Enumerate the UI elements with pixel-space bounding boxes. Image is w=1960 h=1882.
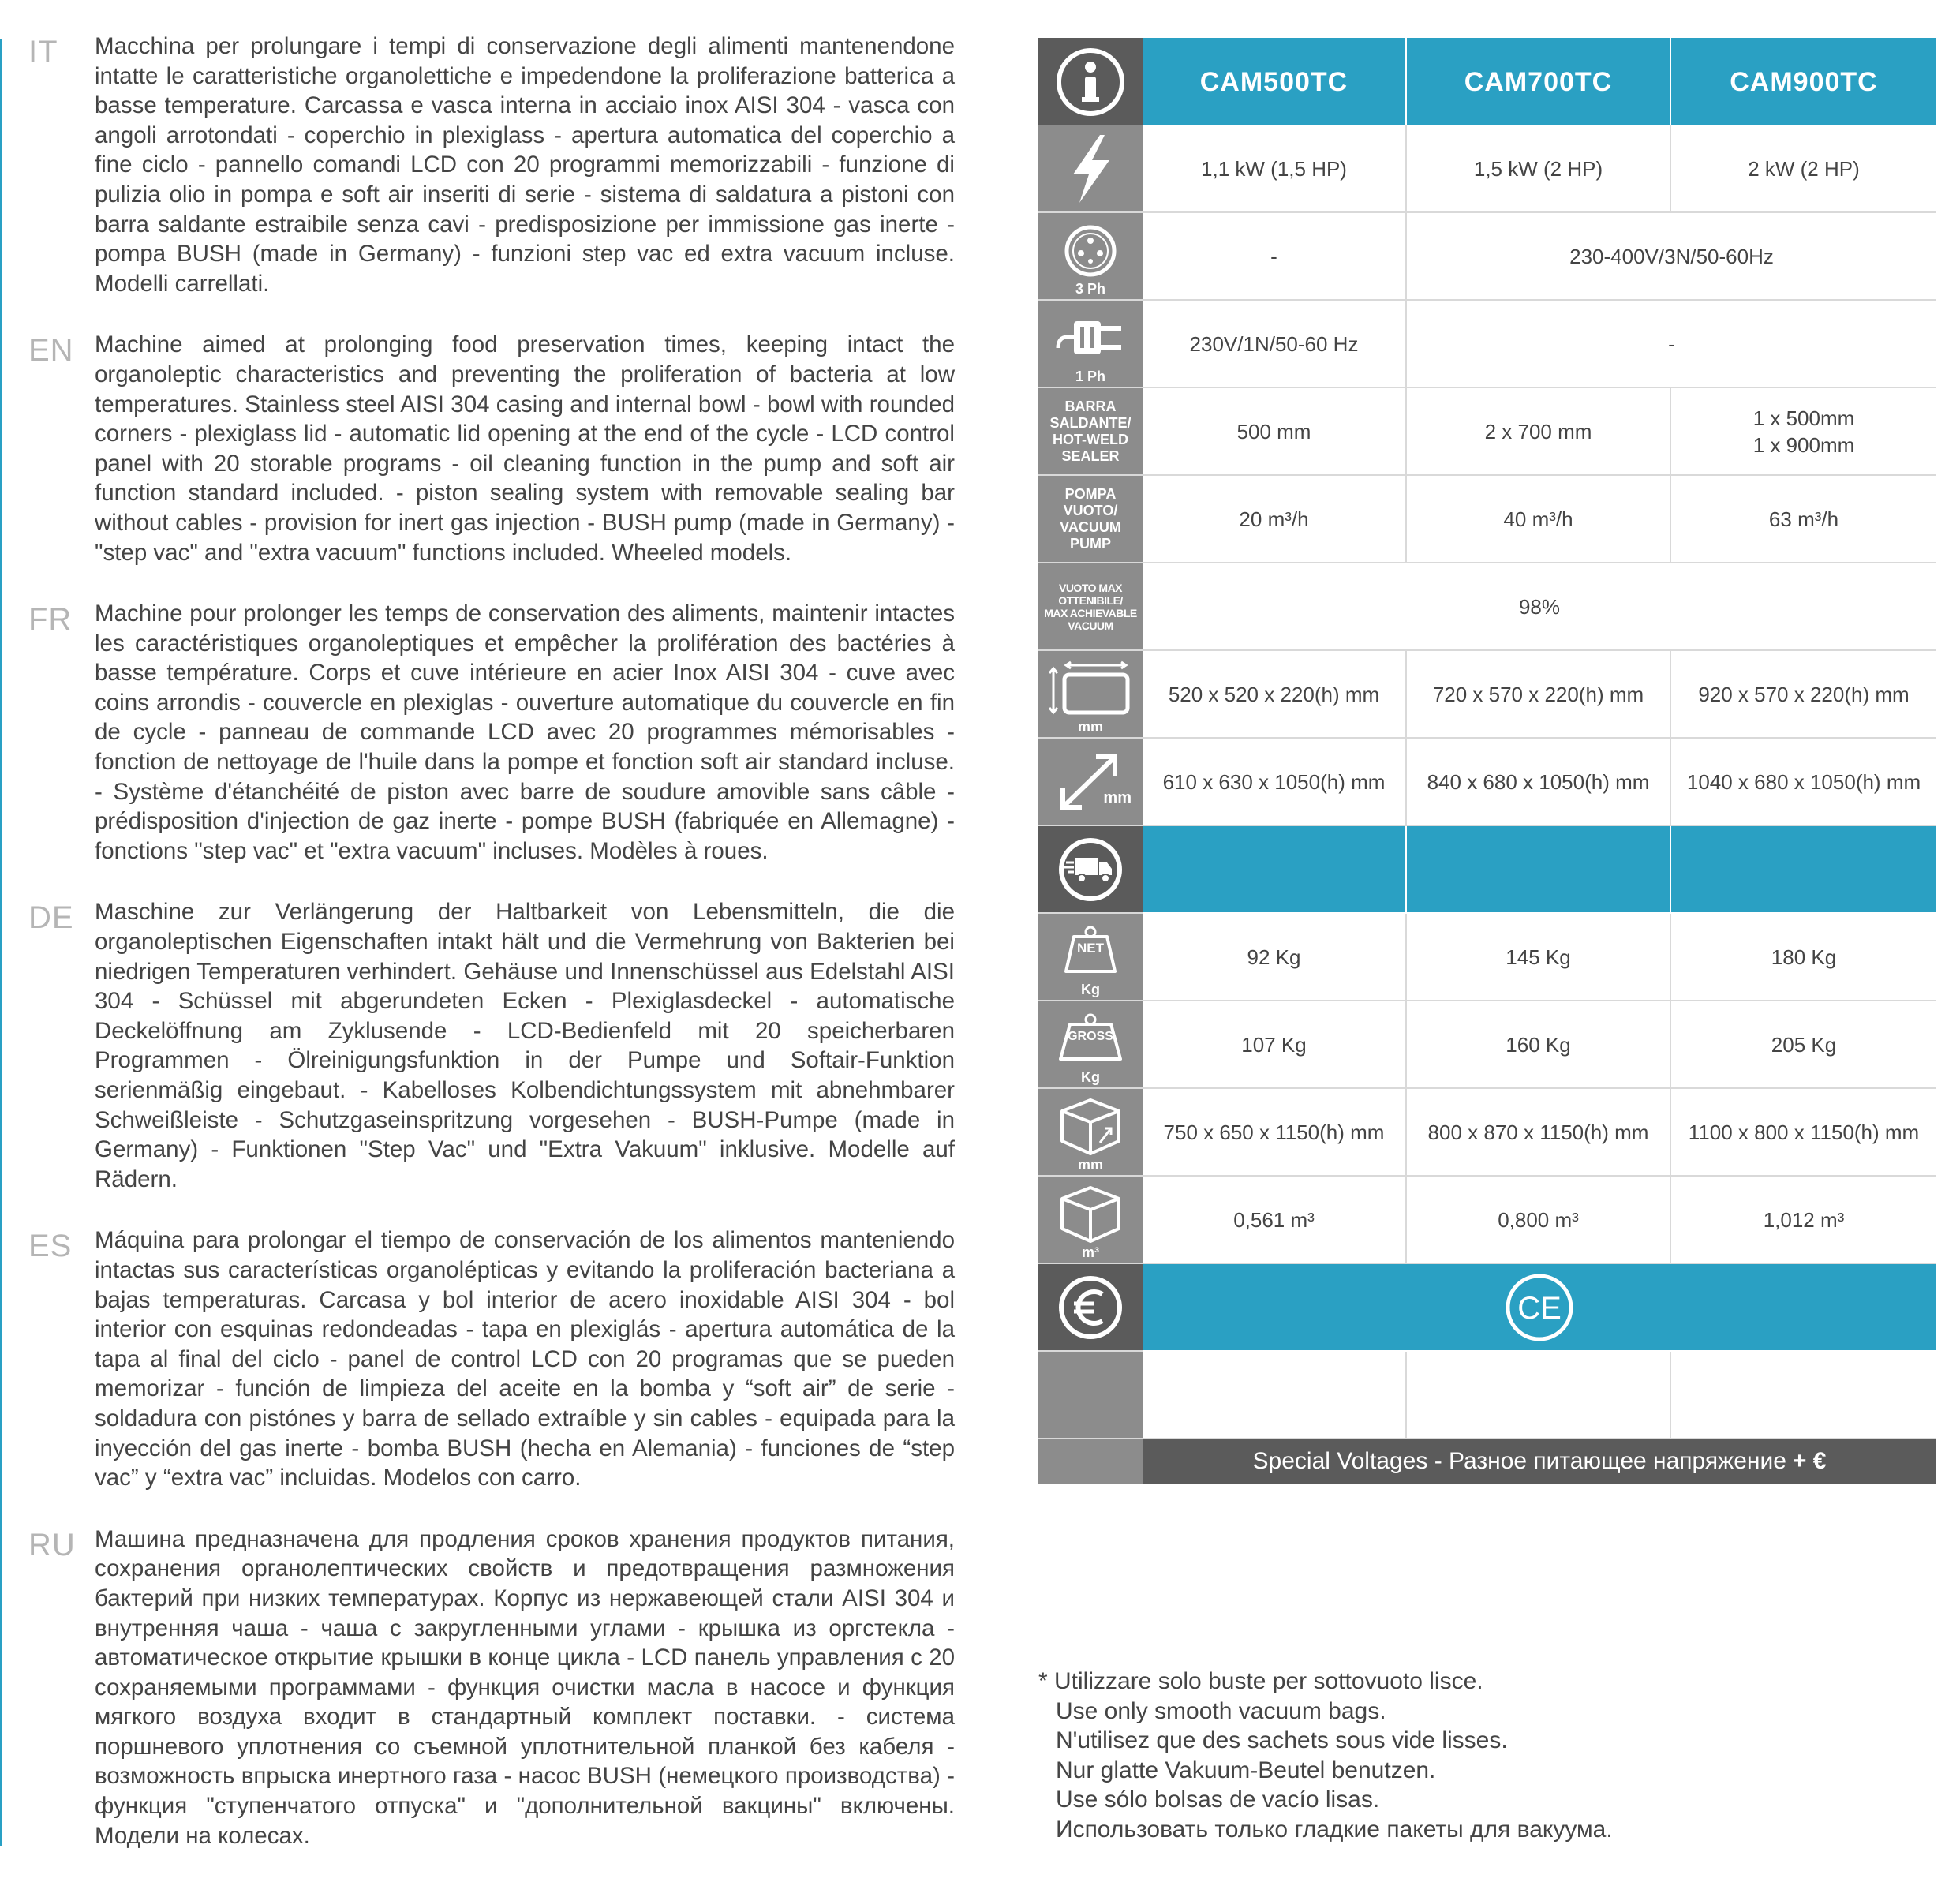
net-weight-row — [1038, 914, 1936, 1001]
description-ru — [28, 1525, 959, 1851]
volume-row — [1038, 1177, 1936, 1264]
description-en — [28, 330, 959, 567]
package-dimensions-value: 1100 x 800 x 1150(h) mm — [1688, 1120, 1920, 1144]
description-fr — [28, 599, 959, 866]
pump-row — [1038, 476, 1936, 563]
spec-table — [1038, 38, 1936, 1484]
sealer-value: 1 x 500mm 1 x 900mm — [1752, 406, 1855, 457]
three-phase-socket-icon — [1038, 213, 1143, 301]
ce-cell — [1143, 1264, 1936, 1350]
net-weight-value: 92 Kg — [1143, 914, 1407, 1000]
package-unit: mm — [1077, 1157, 1103, 1173]
sealer-value: 500 mm — [1143, 388, 1407, 474]
chamber-value: 720 x 570 x 220(h) mm — [1407, 651, 1671, 737]
ce-mark-icon — [1503, 1271, 1576, 1344]
shipping-cell — [1143, 826, 1407, 912]
note-line: Nur glatte Vakuum-Beutel benutzen. — [1056, 1757, 1436, 1783]
info-icon — [1038, 38, 1143, 127]
pump-value: 63 m³/h — [1768, 507, 1839, 531]
vacuum-label: VUOTO MAX OTTENIBILE/ MAX ACHIEVABLE VACUUM — [1038, 563, 1143, 651]
power-value: 1,1 kW (1,5 HP) — [1143, 125, 1407, 211]
language-code: IT — [28, 35, 58, 69]
description-de — [28, 897, 959, 1194]
plug-icon — [1038, 301, 1143, 388]
three-phase-row — [1038, 213, 1936, 301]
single-phase-label: 1 Ph — [1075, 369, 1105, 384]
volume-value: 0,800 m³ — [1407, 1177, 1671, 1263]
language-code: ES — [28, 1229, 73, 1264]
single-phase-value: - — [1668, 331, 1675, 356]
delivery-truck-icon — [1038, 826, 1143, 914]
note-line: Use only smooth vacuum bags. — [1056, 1697, 1386, 1724]
note-line: Использовать только гладкие пакеты для вакуума. — [1056, 1816, 1613, 1843]
pump-value: 40 m³/h — [1407, 476, 1671, 562]
volume-unit: m³ — [1082, 1244, 1099, 1260]
vacuum-value: 98% — [1518, 594, 1561, 619]
gross-weight-value: 107 Kg — [1143, 1001, 1407, 1087]
special-voltages-bar — [1038, 1439, 1936, 1484]
model-name: CAM900TC — [1671, 38, 1936, 125]
power-value: 1,5 kW (2 HP) — [1407, 125, 1671, 211]
language-code: FR — [28, 602, 73, 638]
price-value — [1143, 1352, 1407, 1438]
diagonal-arrow-icon — [1038, 739, 1143, 826]
description-text: Machine aimed at prolonging food preservation times, keeping intact the organoleptic characteristics and preventing the proliferation of bacteria at low temperatures. Stainless steel AISI 304 casing and internal bowl - bowl with rounded corners - plexiglass lid - automatic lid opening at the end of the cycle - LCD control panel with 20 storable programs - oil cleaning function in the pump and soft air function standard included. - piston sealing system with removable sealing bar without cables - provision for inert gas injection - BUSH pump (made in Germany) - "step vac" and "extra vacuum" functions included. Wheeled models. — [95, 331, 955, 566]
net-weight-value: 145 Kg — [1407, 914, 1671, 1000]
power-value: 2 kW (2 HP) — [1748, 156, 1860, 181]
description-text: Machine pour prolonger les temps de conservation des aliments, maintenir intactes les caractéristiques organoleptiques et empêcher la prolifération des bactéries à basse température. Corps et cuve intérieure en acier Inox AISI 304 - cuve avec coins arrondis - couvercle en plexiglas - ouverture automatique du couvercle en fin de cycle - panneau de commande LCD avec 20 programmes mémorisables - fonction de nettoyage de l'huile dans la pompe et fonction soft air standard incluse. - Système d'étanchéité de piston avec barre de soudure amovible sans câble - prédisposition d'injection de gaz inerte - pompe BUSH (fabriquée en Allemagne) - fonctions "step vac" et "extra vacuum" incluses. Modèles à roues. — [95, 601, 955, 864]
chamber-value: 920 x 570 x 220(h) mm — [1698, 682, 1910, 706]
shipping-cell — [1671, 826, 1936, 912]
gross-badge: GROSS — [1068, 1030, 1113, 1043]
special-voltages-text: Special Voltages - Разное питающее напряжение + € — [1143, 1439, 1936, 1484]
euro-icon — [1038, 1264, 1143, 1352]
description-text: Maschine zur Verlängerung der Haltbarkeit von Lebensmitteln, die die organoleptischen Eigenschaften intakt hält und die Vermehrung von Bakterien bei niedrigen Temperaturen verhindert. Gehäuse und Innenschüssel aus Edelstahl AISI 304 - Schüssel mit abgerundeten Ecken - Plexiglasdeckel - automatische Deckelöffnung am Zyklusende - LCD-Bedienfeld mit 20 speicherbaren Programmen - Ölreinigungsfunktion in der Pumpe und Softair-Funktion serienmäßig eingebaut. - Kabelloses Kolbendichtungssystem mit abnehmbarer Schweißleiste - Schutzgaseinspritzung vorgesehen - BUSH-Pumpe (made in Germany) - Funktionen "Step Vac" und "Extra Vakuum" inklusive. Modelle auf Rädern. — [95, 899, 955, 1192]
description-text: Macchina per prolungare i tempi di conservazione degli alimenti mantenendone intatte le caratteristiche organolettiche e impedendone la proliferazione batterica a basse temperature. Carcassa e vasca interna in acciaio inox AISI 304 - vasca con angoli arrotondati - coperchio in plexiglass - apertura automatica del coperchio a fine ciclo - pannello comandi LCD con 20 programmi memorizzabili - funzione di pulizia olio in pompa e soft air inseriti di serie - sistema di saldatura a pistoni con barra saldante estraibile senza cavi - predisposizione per immissione gas inerte - pompa BUSH (made in Germany) - funzioni step vac ed extra vacuum incluse. Modelli carrellati. — [95, 33, 955, 297]
three-phase-label: 3 Ph — [1075, 281, 1105, 297]
sealer-label: BARRA SALDANTE/ HOT-WELD SEALER — [1038, 388, 1143, 476]
language-code: RU — [28, 1527, 76, 1562]
pump-value: 20 m³/h — [1143, 476, 1407, 562]
note-line: N'utilisez que des sachets sous vide lisses. — [1056, 1727, 1508, 1753]
left-accent-line — [0, 39, 2, 1846]
note-line: Use sólo bolsas de vacío lisas. — [1056, 1787, 1380, 1813]
model-name: CAM700TC — [1407, 38, 1671, 125]
shipping-cell — [1407, 826, 1671, 912]
svg-text:CE: CE — [1517, 1290, 1562, 1326]
note-line: * Utilizzare solo buste per sottovuoto lisce. — [1038, 1668, 1483, 1694]
gross-weight-icon — [1038, 1001, 1143, 1089]
net-badge: NET — [1077, 941, 1104, 956]
three-phase-value: 230-400V/3N/50-60Hz — [1569, 244, 1774, 268]
vacuum-row — [1038, 563, 1936, 651]
external-dimensions-row — [1038, 739, 1936, 826]
vacuum-bag-note — [1038, 1667, 1906, 1844]
descriptions — [28, 32, 959, 1882]
external-value: 610 x 630 x 1050(h) mm — [1143, 739, 1407, 825]
three-phase-value: - — [1143, 213, 1407, 299]
power-row — [1038, 125, 1936, 213]
shipping-header-row — [1038, 826, 1936, 914]
description-es — [28, 1225, 959, 1492]
volume-value: 1,012 m³ — [1763, 1207, 1845, 1232]
language-code: DE — [28, 900, 74, 936]
header-row — [1038, 38, 1936, 125]
price-icon-cell — [1038, 1352, 1143, 1439]
gross-unit: Kg — [1081, 1069, 1100, 1085]
lightning-icon — [1038, 125, 1143, 213]
model-name: CAM500TC — [1143, 38, 1407, 125]
chamber-row — [1038, 651, 1936, 739]
single-phase-value: 230V/1N/50-60 Hz — [1143, 301, 1407, 387]
net-weight-value: 180 Kg — [1771, 945, 1837, 969]
package-dimensions-value: 750 x 650 x 1150(h) mm — [1143, 1089, 1407, 1175]
chamber-unit: mm — [1077, 719, 1103, 735]
single-phase-row — [1038, 301, 1936, 388]
price-value — [1407, 1352, 1671, 1438]
price-row — [1038, 1352, 1936, 1439]
chamber-value: 520 x 520 x 220(h) mm — [1143, 651, 1407, 737]
package-dimensions-row — [1038, 1089, 1936, 1177]
description-text: Máquina para prolongar el tiempo de conservación de los alimentos manteniendo intactas sus características organolépticas y evitando la proliferación bacteriana a bajas temperaturas. Carcasa y bol interior de acero inoxidable AISI 304 - bol interior con esquinas redondeadas - tapa en plexiglás - apertura automática de la tapa al final del ciclo - panel de control LCD con 20 programas que se pueden memorizar - función de limpieza del aceite en la bomba y “soft air” de serie - soldadura con pistónes y barra de sellado extraíble y sin cables - equipada para la inyección del gas inerte - bomba BUSH (hecha en Alemania) - funciones de “step vac” y “extra vac” incluidas. Modelos con carro. — [95, 1227, 955, 1491]
description-it — [28, 32, 959, 298]
description-text: Машина предназначена для продления сроков хранения продуктов питания, сохранения органолептических свойств и предотвращения размножения бактерий при низких температурах. Корпус из нержавеющей стали AISI 304 и внутренняя чаша - чаша с закругленными углами - крышка из оргстекла - автоматическое открытие крышки в конце цикла - LCD панель управления с 20 сохраняемыми программами - функция очистки масла в насосе и функция мягкого воздуха входит в стандартный комплект поставки. - система поршневого уплотнения со съемной уплотнительной планкой без кабеля - возможность впрыска инертного газа - насос BUSH (немецкого производства) - функция "ступенчатого отпуска" и "дополнительной вакцины" включены. Модели на колесах. — [95, 1525, 955, 1849]
price-header-row — [1038, 1264, 1936, 1352]
gross-weight-value: 205 Kg — [1771, 1032, 1837, 1057]
net-weight-icon — [1038, 914, 1143, 1001]
gross-weight-value: 160 Kg — [1407, 1001, 1671, 1087]
sealer-row — [1038, 388, 1936, 476]
external-value: 1040 x 680 x 1050(h) mm — [1686, 769, 1921, 794]
volume-box-icon — [1038, 1177, 1143, 1264]
pump-label: POMPA VUOTO/ VACUUM PUMP — [1038, 476, 1143, 563]
language-code: EN — [28, 333, 74, 369]
sealer-value: 2 x 700 mm — [1407, 388, 1671, 474]
gross-weight-row — [1038, 1001, 1936, 1089]
price-value — [1671, 1352, 1936, 1438]
volume-value: 0,561 m³ — [1143, 1177, 1407, 1263]
package-box-icon — [1038, 1089, 1143, 1177]
net-unit: Kg — [1081, 982, 1100, 997]
package-dimensions-value: 800 x 870 x 1150(h) mm — [1407, 1089, 1671, 1175]
chamber-dimensions-icon — [1038, 651, 1143, 739]
external-value: 840 x 680 x 1050(h) mm — [1407, 739, 1671, 825]
external-unit: mm — [1103, 789, 1131, 806]
